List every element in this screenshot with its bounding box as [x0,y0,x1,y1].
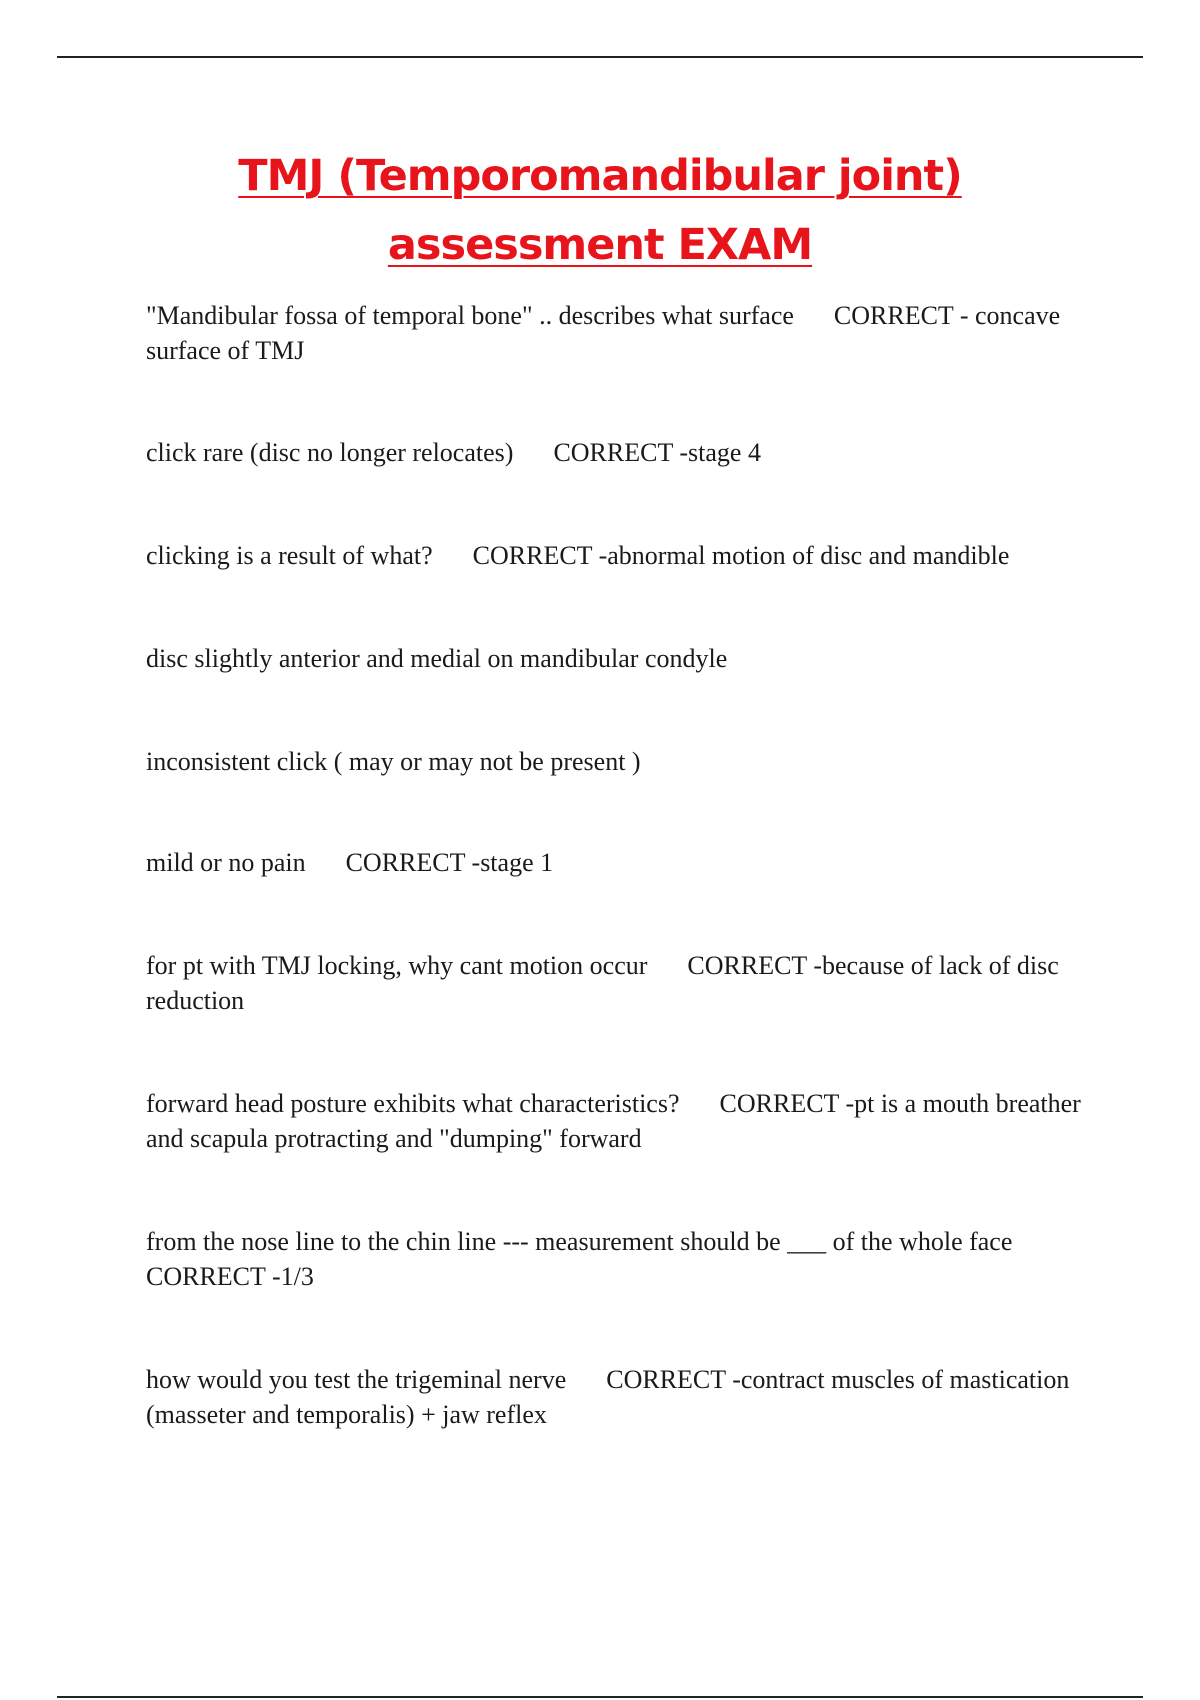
question-text: "Mandibular fossa of temporal bone" .. describes what surface [146,301,794,330]
qa-item-5 [146,744,1096,779]
question-text: clicking is a result of what? [146,541,433,570]
page-title [0,142,1200,280]
qa-item-6 [146,845,1096,880]
qa-item-8 [146,1086,1096,1156]
qa-item-1 [146,298,1096,368]
qa-item-7 [146,948,1096,1018]
question-text: how would you test the trigeminal nerve [146,1365,567,1394]
question-text: from the nose line to the chin line --- measurement should be ___ of the whole face [146,1227,1013,1256]
qa-item-3 [146,538,1096,573]
answer-text: CORRECT -stage 4 [553,438,761,467]
question-text: forward head posture exhibits what characteristics? [146,1089,680,1118]
question-text: for pt with TMJ locking, why cant motion occur [146,951,648,980]
answer-text: CORRECT -stage 1 [345,848,554,877]
qa-item-10 [146,1362,1096,1432]
title-line-2: assessment EXAM [387,220,813,270]
answer-text: CORRECT -abnormal motion of disc and mandible [472,541,1010,570]
top-rule [57,56,1143,58]
answer-text: CORRECT -1/3 [146,1262,314,1291]
question-text: mild or no pain [146,848,306,877]
answer-text: CORRECT - concave surface of TMJ [146,301,1061,365]
qa-item-9 [146,1224,1096,1294]
bottom-rule [57,1696,1143,1698]
qa-item-4 [146,641,1096,676]
question-text: click rare (disc no longer relocates) [146,438,514,467]
answer-text: CORRECT -pt is a mouth breather and scapula protracting and "dumping" forward [146,1089,1081,1153]
answer-text: CORRECT -because of lack of disc reduction [146,951,1059,1015]
question-text: disc slightly anterior and medial on mandibular condyle [146,644,728,673]
answer-text: CORRECT -contract muscles of mastication (masseter and temporalis) + jaw reflex [146,1365,1070,1429]
title-line-1: TMJ (Temporomandibular joint) [238,151,962,201]
qa-item-2 [146,435,1096,470]
question-text: inconsistent click ( may or may not be present ) [146,747,641,776]
